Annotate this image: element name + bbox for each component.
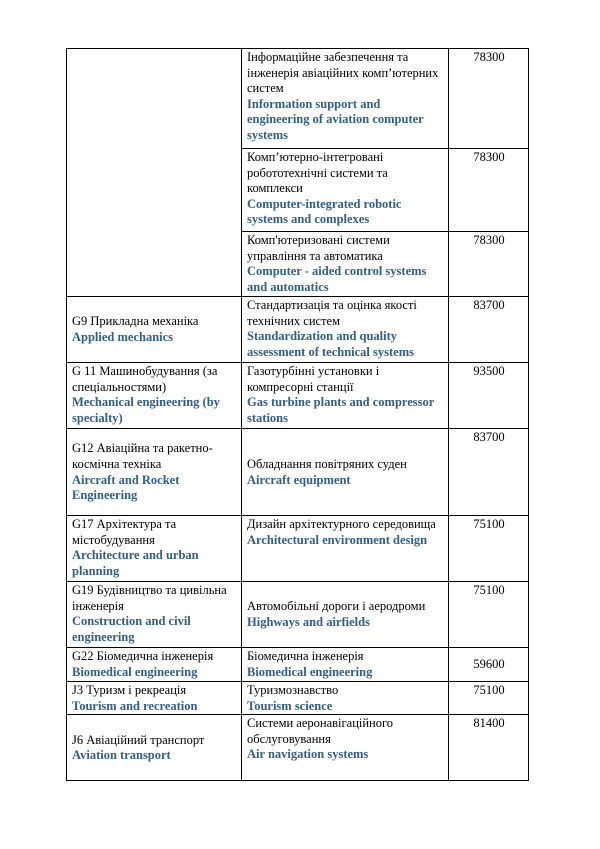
field-name-ua: G17 Архітектура та містобудування [72,517,177,547]
table-row [67,429,529,516]
field-cell [67,363,242,429]
value-cell [449,297,529,363]
value-cell [449,648,529,682]
program-name-ua: Комп’ютерно-інтегровані робототехнічні системи та комплекси [247,150,388,196]
program-name-ua: Комп'ютеризовані системи управління та автоматика [247,233,390,263]
program-cell [242,516,449,582]
program-name-en: Architectural environment design [247,532,428,547]
program-name-en: Information support and engineering of aviation computer systems [247,96,424,142]
program-cell [242,149,449,232]
program-cell [242,363,449,429]
field-cell [67,297,242,363]
field-name-en: Applied mechanics [72,330,174,344]
table-row [67,648,529,682]
field-name-ua: G9 Прикладна механіка [72,314,199,329]
price-value: 78300 [473,233,505,247]
field-name-ua: J3 Туризм і рекреація [72,683,187,697]
price-value: 83700 [473,298,505,312]
price-value: 81400 [473,716,505,731]
price-value: 75100 [473,583,505,597]
program-cell [242,297,449,363]
program-name-en: Standardization and quality assessment of technical systems [247,329,414,359]
program-cell [242,682,449,715]
program-name-en: Computer-integrated robotic systems and complexes [247,196,402,227]
price-value: 93500 [473,364,505,378]
field-name-ua: G12 Авіаційна та ракетно-космічна техніка [72,441,213,471]
program-name-en: Biomedical engineering [247,664,373,679]
field-name-ua: G19 Будівництво та цивільна інженерія [72,583,227,613]
price-value: 83700 [473,430,505,444]
value-cell [449,516,529,582]
value-cell [449,149,529,232]
field-cell-empty [67,49,242,297]
value-cell [449,682,529,715]
field-name-ua: G 11 Машинобудування (за спеціальностями) [72,364,218,394]
field-name-en: Biomedical engineering [72,664,198,679]
program-name-ua: Автомобільні дороги і аеродроми [247,599,426,614]
value-cell [449,582,529,648]
value-cell [449,232,529,297]
program-name-en: Computer - aided control systems and automatics [247,264,427,294]
table-row [67,363,529,429]
program-cell [242,232,449,297]
program-name-ua: Системи аеронавігаційного обслуговування [247,716,394,746]
value-cell [449,363,529,429]
program-name-en: Aircraft equipment [247,472,351,487]
program-name-ua: Біомедична інженерія [247,649,364,663]
field-name-en: Aircraft and Rocket Engineering [72,472,180,503]
program-name-ua: Туризмознавство [247,683,339,697]
program-name-ua: Газотурбінні установки і компресорні станції [247,364,380,394]
field-name-en: Tourism and recreation [72,698,198,713]
price-value: 75100 [473,517,505,531]
programs-table [66,48,529,781]
field-cell [67,429,242,516]
table-row [67,516,529,582]
program-name-en: Tourism science [247,698,333,713]
program-name-ua: Стандартизація та оцінка якості технічних систем [247,298,417,328]
program-name-ua: Обладнання повітряних суден [247,456,407,471]
program-name-ua: Дизайн архітектурного середовища [247,517,436,531]
program-name-en: Highways and airfields [247,615,370,629]
field-cell [67,715,242,781]
field-name-en: Construction and civil engineering [72,614,191,644]
field-name-en: Architecture and urban planning [72,548,199,578]
field-cell [67,582,242,648]
field-name-ua: G22 Біомедична інженерія [72,649,214,663]
field-name-en: Aviation transport [72,748,171,763]
field-cell [67,648,242,682]
program-cell [242,715,449,781]
table-row [67,297,529,363]
table-row [67,715,529,781]
program-cell [242,429,449,516]
price-value: 78300 [473,150,505,164]
table-row [67,582,529,648]
program-name-en: Gas turbine plants and compressor stations [247,395,435,425]
table-row [67,682,529,715]
value-cell [449,49,529,149]
field-cell [67,682,242,715]
program-cell [242,49,449,149]
program-name-en: Air navigation systems [247,747,369,762]
field-name-ua: J6 Авіаційний транспорт [72,732,205,747]
price-value: 59600 [473,657,505,672]
table-row [67,49,529,149]
value-cell [449,715,529,781]
price-value: 78300 [473,50,505,64]
program-cell [242,648,449,682]
price-value: 75100 [473,683,505,697]
value-cell [449,429,529,516]
program-cell [242,582,449,648]
field-cell [67,516,242,582]
program-name-ua: Інформаційне забезпечення та інженерія авіаційних комп’ютерних систем [247,50,439,96]
field-name-en: Mechanical engineering (by specialty) [72,395,220,425]
